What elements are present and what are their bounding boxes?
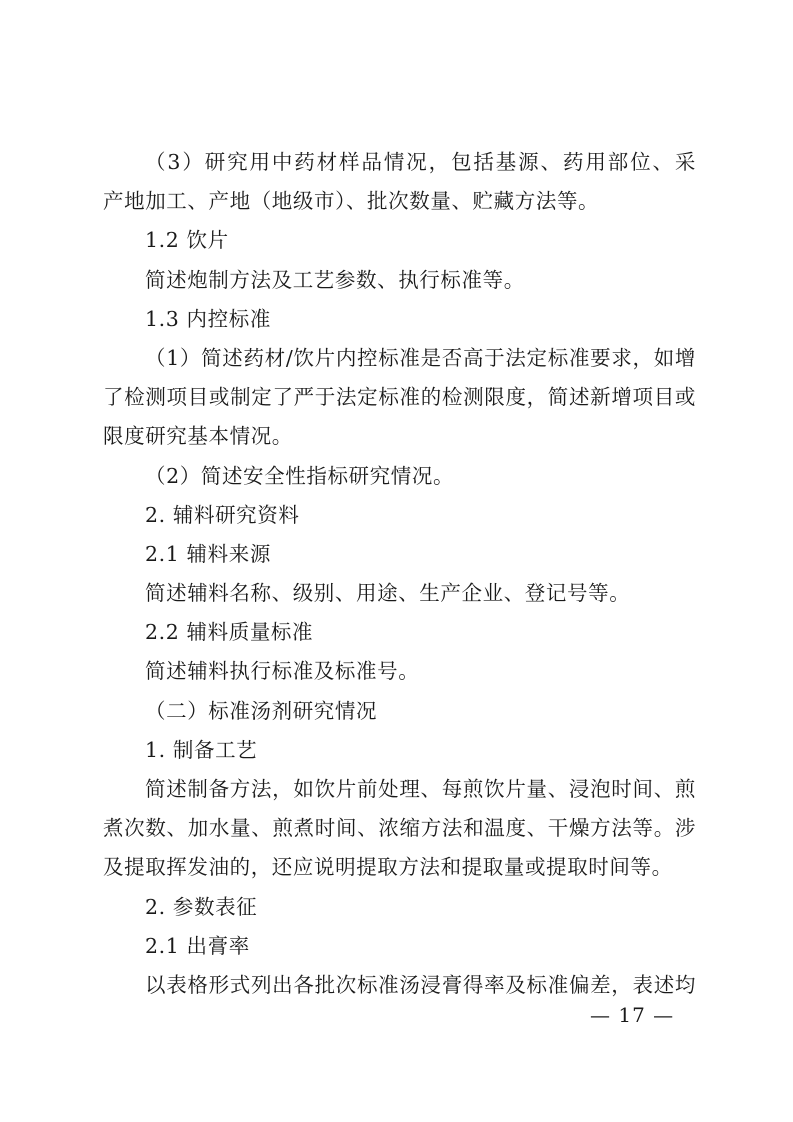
section-heading: 1.2 饮片 xyxy=(145,228,229,253)
page-number: — 17 — xyxy=(590,1003,675,1027)
paragraph-line: （3）研究用中药材样品情况，包括基源、药用部位、采 xyxy=(145,150,696,174)
paragraph-line: 简述辅料名称、级别、用途、生产企业、登记号等。 xyxy=(145,581,631,606)
paragraph-line: 了检测项目或制定了严于法定标准的检测限度，简述新增项目或 xyxy=(103,385,696,410)
section-heading: 2. 参数表征 xyxy=(145,894,258,919)
paragraph-line: 简述炮制方法及工艺参数、执行标准等。 xyxy=(145,267,525,292)
document-body xyxy=(103,143,696,1005)
section-heading: 2.1 出膏率 xyxy=(145,933,250,958)
paragraph-line: 限度研究基本情况。 xyxy=(103,424,293,449)
paragraph-line: 及提取挥发油的，还应说明提取方法和提取量或提取时间等。 xyxy=(103,855,673,880)
section-heading: 1. 制备工艺 xyxy=(145,737,258,762)
section-heading: 2. 辅料研究资料 xyxy=(145,502,300,527)
section-heading: （二）标准汤剂研究情况 xyxy=(145,698,378,723)
section-heading: 2.1 辅料来源 xyxy=(145,541,271,566)
section-heading: 1.3 内控标准 xyxy=(145,306,271,331)
paragraph-line: 以表格形式列出各批次标准汤浸膏得率及标准偏差，表述均 xyxy=(145,972,696,997)
section-heading: 2.2 辅料质量标准 xyxy=(145,620,314,645)
paragraph-line: 简述辅料执行标准及标准号。 xyxy=(145,659,420,684)
paragraph-line: （1）简述药材/饮片内控标准是否高于法定标准要求，如增 xyxy=(145,345,696,370)
paragraph-line: （2）简述安全性指标研究情况。 xyxy=(145,463,455,488)
paragraph-line: 简述制备方法，如饮片前处理、每煎饮片量、浸泡时间、煎 xyxy=(145,777,696,801)
paragraph-line: 煮次数、加水量、煎煮时间、浓缩方法和温度、干燥方法等。涉 xyxy=(103,816,696,841)
paragraph-line: 产地加工、产地（地级市）、批次数量、贮藏方法等。 xyxy=(103,189,600,214)
